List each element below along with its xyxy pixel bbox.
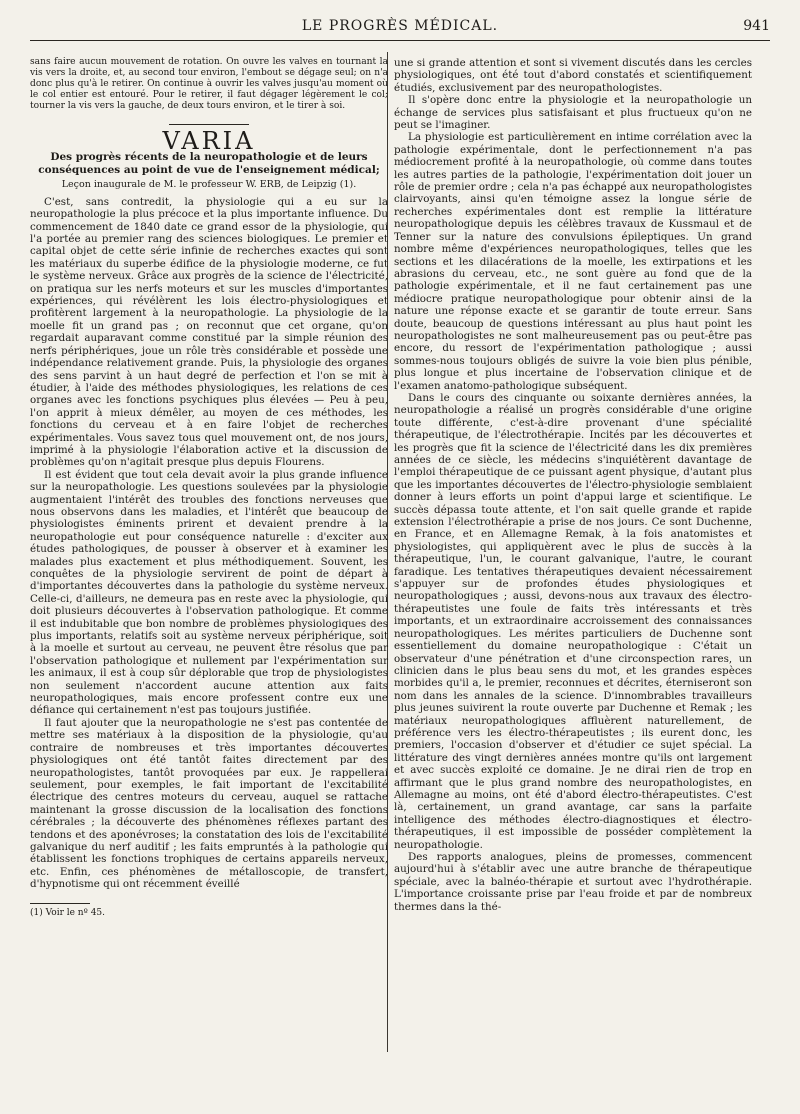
journal-title: LE PROGRÈS MÉDICAL. [301, 18, 499, 34]
paragraph: Il faut ajouter que la neuropathologie ne s'est pas contentée de mettre ses matériaux à la disposition de la physiologie, qu'au contraire de nombreuses et très importantes découvertes physiologiques ont été tantôt faites directement par des neuropathologistes, tantôt provoquées par eux. Je rappellerai seulement, pour exemples, le fait important de l'excitabilité électrique des centres moteurs du cerveau, auquel se rattache maintenant la grosse discussion de la localisation des fonctions cérébrales ; la découverte des phénomènes réflexes partant des tendons et des aponévroses; la constatation des lois de l'excitabilité galvanique du nerf auditif ; les faits empruntés à la pathologie qui établissent les fonctions trophiques de certains appareils nerveux, etc. Enfin, ces phénomènes de métalloscopie, de transfert, d'hypnotisme qui ont récemment éveillé [30, 716, 388, 891]
paragraph: Il est évident que tout cela devait avoir la plus grande influence sur la neuropathologie. Les questions soulevées par la physiologie augmentaient l'intérêt des troubles des fonctions nerveuses que nous observons dans les maladies, et l'intérêt que beaucoup de physiologistes éminents prirent et devaient prendre à la neuropathologie eut pour conséquence naturelle : d'exciter aux études pathologiques, de pousser à observer et à examiner les malades plus exactement et plus méthodiquement. Souvent, les conquêtes de la physiologie servirent de point de départ à d'importantes découvertes dans la pathologie du système nerveux. Celle-ci, d'ailleurs, ne demeura pas en reste avec la physiologie, qui doit plusieurs découvertes à l'observation pathologique. Et comme il est indubitable que bon nombre de problèmes physiologiques des plus importants, relatifs soit au système nerveux périphérique, soit à la moelle et surtout au cerveau, ne peuvent être résolus que par l'observation pathologique et nullement par l'expérimentation sur les animaux, il est à coup sûr déplorable que trop de physiologistes non seulement n'accordent aucune attention aux faits neuropathologiques, mais encore professent contre eux une défiance qui certainement n'est pas toujours justifiée. [30, 468, 388, 717]
left-column [30, 57, 388, 1075]
footnote: (1) Voir le nº 45. [30, 907, 106, 918]
right-column [394, 57, 752, 1107]
paragraph: une si grande attention et sont si vivement discutés dans les cercles physiologiques, ont été tout d'abord constatés et scientifiquement étudiés, exclusivement par des neuropathologistes. [394, 57, 752, 94]
running-header [30, 18, 770, 41]
article-title: Des progrès récents de la neuropathologie et de leurs conséquences au point de vue de l'enseignement médical; [38, 151, 380, 176]
lecture-byline: Leçon inaugurale de M. le professeur W. ERB, de Leipzig (1). [61, 179, 357, 191]
paragraph: Il s'opère donc entre la physiologie et la neuropathologie un échange de services plus satisfaisant et plus fructueux qu'on ne peut se l'imaginer. [394, 94, 752, 132]
footnote-rule [30, 903, 90, 904]
section-title: VARIA [30, 124, 388, 147]
paragraph: La physiologie est particulièrement en intime corrélation avec la pathologie expérimentale, dont le perfectionnement n'a pas médiocrement profité à la neuropathologie, où comme dans toutes les autres parties de la pathologie, l'expérimentation doit jouer un rôle de premier ordre ; cela n'a pas échappé aux neuropathologistes clairvoyants, ainsi qu'en témoigne assez la longue série de recherches expérimentales dont est remplie la littérature neuropathologique depuis les célèbres travaux de Kussmaul et de Tenner sur la nature des convulsions épileptiques. Un grand nombre même d'expériences neuropathologiques, telles que les sections et les dilacérations de la moelle, les extirpations et les abrasions du cerveau, etc., ne sont guère au fond que de la pathologie expérimentale, et il ne faut certainement pas une médiocre pratique neuropathologique pour obtenir ainsi de la nature une réponse exacte et se garantir de toute erreur. Sans doute, beaucoup de questions intéressant au plus haut point les neuropathologistes ne sont malheureusement pas ou peut-être pas encore, du ressort de l'expérimentation pathologique ; aussi sommes-nous toujours obligés de suivre la voie bien plus pénible, plus longue et plus incertaine de l'observation clinique et de l'examen anatomo-pathologique subséquent. [394, 131, 752, 392]
paragraph: Dans le cours des cinquante ou soixante dernières années, la neuropathologie a réalisé un progrès considérable d'une origine toute différente, c'est-à-dire provenant d'une spécialité thérapeutique, de l'électrothérapie. Incités par les découvertes et les progrès que fit la science de l'électricité dans les dix premières années de ce siècle, les médecins s'inquiétèrent davantage de l'emploi thérapeutique de ce puissant agent physique, d'autant plus que les importantes découvertes de l'électro-physiologie semblaient donner à leurs efforts un point d'appui large et scientifique. Le succès dépassa toute attente, et l'on sait quelle grande et rapide extension l'électrothérapie a prise de nos jours. Ce sont Duchenne, en France, et en Allemagne Remak, à la fois anatomistes et physiologistes, qui appliquèrent avec le plus de succès à la thérapeutique, l'un, le courant galvanique, l'autre, le courant faradique. Les tentatives thérapeutiques devaient nécessairement s'appuyer sur de profondes études physiologiques et neuropathologiques ; aussi, devons-nous aux travaux des électro-thérapeutistes une foule de faits très intéressants et très importants, et un extraordinaire accroissement des connaissances neuropathologiques. Les mérites particuliers de Duchenne sont essentiellement du domaine neuropathologique : C'était un observateur d'une pénétration et d'une circonspection rares, un clinicien dans le plus beau sens du mot, et les grandes espèces morbides qu'il a, le premier, reconnues et décrites, éterniseront son nom dans les annales de la science. D'innombrables travailleurs plus jeunes suivirent la route ouverte par Duchenne et Remak ; les matériaux neuropathologiques affluèrent naturellement, de préférence vers les électro-thérapeutistes ; ils eurent donc, les premiers, l'occasion d'observer et d'étudier ce sujet spécial. La littérature des vingt dernières années montre qu'ils ont largement et avec succès exploité ce domaine. Je ne dirai rien de trop en affirmant que le plus grand nombre des neuropathologistes, en Allemagne au moins, ont été d'abord électro-thérapeutistes. C'est là, certainement, un grand avantage, car sans la parfaite intelligence des méthodes électro-diagnostiques et électro-thérapeutiques, il est impossible de posséder complètement la neuropathologie. [394, 391, 752, 851]
paragraph: C'est, sans contredit, la physiologie qui a eu sur la neuropathologie la plus précoce et la plus importante influence. Du commencement de 1840 date ce grand essor de la physiologie, qui l'a portée au premier rang des sciences biologiques. Le premier et capital objet de cette série infinie de recherches exactes qui sont les matériaux du superbe édifice de la physiologie moderne, ce fut le système nerveux. Grâce aux progrès de la science de l'électricité, on pratiqua sur les nerfs moteurs et sur les muscles d'importantes expériences, qui révélèrent les lois électro-physiologiques et profitèrent largement à la neuropathologie. La physiologie de la moelle fit un grand pas ; on reconnut que cet organe, qu'on regardait auparavant comme constitué par la simple réunion des nerfs périphériques, joue un rôle très considérable et possède une indépendance relativement grande. Puis, la physiologie des organes des sens parvint à un haut degré de perfection et l'on se mit à étudier, à l'aide des méthodes physiologiques, les relations de ces organes avec les fonctions psychiques plus élevées — Peu à peu, l'on apprit à mieux démêler, au moyen de ces méthodes, les fonctions du cerveau et à en faire l'objet de recherches expérimentales. Vous savez tous quel mouvement ont, de nos jours, imprimé à la physiologie l'élaboration active et la discussion de problèmes qu'on n'agitait presque plus depuis Flourens. [30, 195, 388, 469]
intro-paragraph: sans faire aucun mouvement de rotation. On ouvre les valves en tournant la vis vers la droite, et, au second tour environ, l'embout se dégage seul; on n'a donc plus qu'à le retirer. On continue à ouvrir les valves jusqu'au moment où le col entier est entouré. Pour le retirer, il faut dégager légèrement le col; tourner la vis vers la gauche, de deux tours environ, et le tirer à soi. [30, 57, 388, 111]
page-number: 941 [743, 18, 770, 34]
paragraph: Des rapports analogues, pleins de promesses, commencent aujourd'hui à s'établir avec une autre branche de thérapeutique spéciale, avec la balnéo-thérapie et surtout avec l'hydrothérapie. L'importance croissante prise par l'eau froide et par de nombreux thermes dans la thé- [394, 851, 752, 913]
